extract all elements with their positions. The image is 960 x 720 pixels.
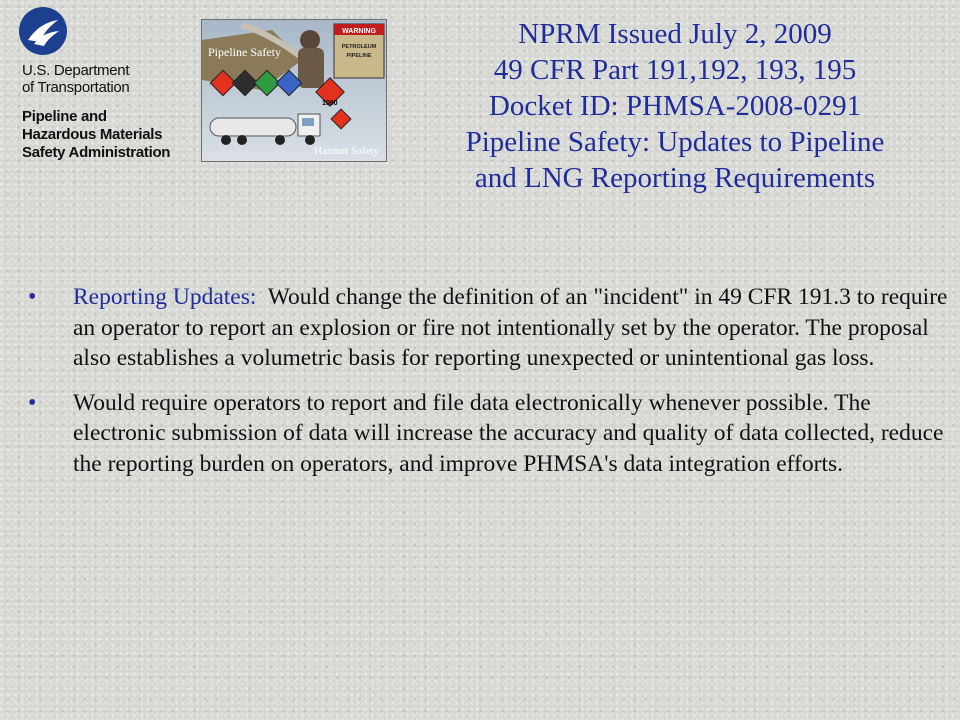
collage-hazmat-label: Hazmat Safety — [314, 145, 380, 157]
warning-sign-text-2: PIPELINE — [346, 53, 372, 59]
bullet-item-electronic-filing — [26, 388, 956, 480]
placard-number: 1090 — [322, 100, 338, 107]
administration-name — [22, 108, 170, 162]
bullet-dot-icon: • — [28, 389, 37, 416]
agency-name — [22, 62, 170, 162]
title-line-4: Pipeline Safety: Updates to Pipeline — [465, 126, 885, 158]
title-line-2: 49 CFR Part 191,192, 193, 195 — [493, 54, 857, 86]
collage-pipeline-label: Pipeline Safety — [208, 45, 281, 59]
warning-sign-header: WARNING — [342, 28, 376, 35]
bullet-list — [26, 282, 956, 493]
title-line-1: NPRM Issued July 2, 2009 — [518, 18, 832, 50]
department-line-2: of Transportation — [22, 79, 130, 96]
slide-title — [390, 16, 960, 196]
title-line-5: and LNG Reporting Requirements — [474, 162, 876, 194]
title-line-3: Docket ID: PHMSA-2008-0291 — [488, 90, 862, 122]
bullet-dot-icon: • — [28, 284, 37, 310]
administration-line-2: Hazardous Materials — [22, 126, 163, 143]
dot-emblem-icon — [18, 6, 68, 56]
safety-collage-image — [201, 19, 387, 162]
bullet-label: Reporting Updates: — [73, 284, 257, 310]
warning-sign-text: PETROLEUM — [341, 44, 377, 50]
administration-line-1: Pipeline and — [22, 108, 107, 125]
bullet-item-reporting-updates — [26, 282, 956, 374]
dot-logo — [10, 4, 200, 184]
bullet-text: Would change the definition of an "incident" in 49 CFR 191.3 to require an operator to report an explosion or fire not intentionally set by the operator. The proposal also establishes a volumetric basis for reporting unexpected or unintentional gas loss. — [73, 284, 954, 371]
bullet-text: Would require operators to report and file data electronically whenever possible. The electronic submission of data will increase the accuracy and quality of data collected, reduce the reporting burden on operators, and improve PHMSA's data integration efforts. — [73, 389, 944, 477]
department-line-1: U.S. Department — [22, 62, 130, 79]
administration-line-3: Safety Administration — [22, 144, 171, 161]
